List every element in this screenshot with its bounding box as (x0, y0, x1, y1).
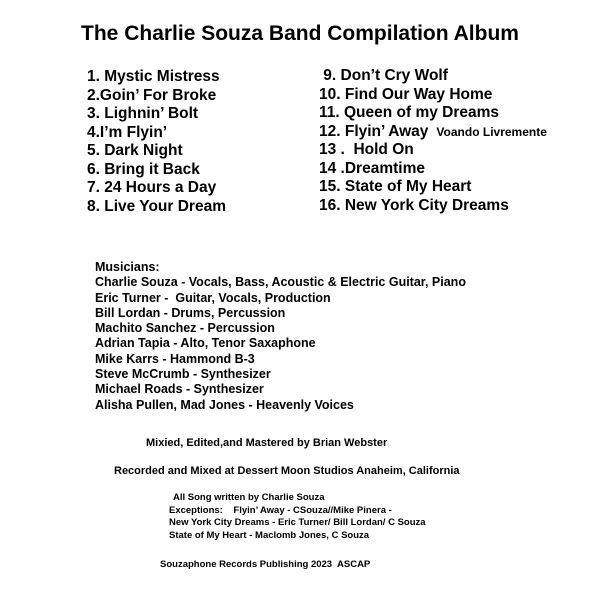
track-12 (319, 123, 547, 142)
track-13: 13 . Hold On (319, 141, 414, 158)
musician-line: Michael Roads - Synthesizer (95, 382, 264, 397)
track-11: 11. Queen of my Dreams (319, 104, 500, 121)
musicians-section (95, 260, 466, 413)
track-12-title: 12. Flyin’ Away (319, 122, 429, 140)
tracklist-left (87, 68, 226, 216)
songwriting-line: All Song written by Charlie Souza (173, 492, 325, 503)
musician-line: Machito Sanchez - Percussion (95, 321, 275, 336)
track-16: 16. New York City Dreams (319, 196, 509, 214)
mixing-credit: Mixied, Edited,and Mastered by Brian Webster (146, 437, 388, 449)
album-title: The Charlie Souza Band Compilation Album (81, 22, 519, 45)
track-8: 8. Live Your Dream (87, 197, 226, 215)
track-12-alt-title: Voando Livremente (436, 124, 547, 139)
track-9: 9. Don’t Cry Wolf (319, 67, 448, 84)
songwriting-exception: Exceptions: Flyin’ Away - CSouza//Mike Pinera - (169, 504, 392, 516)
recording-credit: Recorded and Mixed at Dessert Moon Studios Anaheim, California (114, 465, 460, 477)
track-6: 6. Bring it Back (87, 160, 200, 178)
musician-line: Adrian Tapia - Alto, Tenor Saxaphone (95, 336, 316, 351)
track-5: 5. Dark Night (87, 142, 183, 159)
musician-line: Mike Karrs - Hammond B-3 (95, 351, 255, 366)
track-10: 10. Find Our Way Home (319, 85, 493, 103)
musician-line: Alisha Pullen, Mad Jones - Heavenly Voices (95, 397, 354, 412)
track-7: 7. 24 Hours a Day (87, 179, 217, 196)
musician-line: Steve McCrumb - Synthesizer (95, 367, 271, 382)
track-2: 2.Goin’ For Broke (87, 86, 217, 104)
musician-line: Charlie Souza - Vocals, Bass, Acoustic & Electric Guitar, Piano (95, 275, 466, 290)
songwriting-exception: New York City Dreams - Eric Turner/ Bill Lordan/ C Souza (169, 517, 426, 528)
songwriting-exception: State of My Heart - Maclomb Jones, C Souza (169, 529, 370, 541)
publishing-credit: Souzaphone Records Publishing 2023 ASCAP (160, 559, 371, 570)
musician-line: Eric Turner - Guitar, Vocals, Production (95, 290, 331, 305)
musicians-heading: Musicians: (95, 260, 160, 274)
songwriting-credits (169, 492, 426, 542)
musician-line: Bill Lordan - Drums, Percussion (95, 305, 286, 320)
track-3: 3. Lighnin’ Bolt (87, 105, 199, 122)
track-1: 1. Mystic Mistress (87, 68, 220, 85)
track-4: 4.I’m Flyin’ (87, 123, 168, 141)
track-14: 14 .Dreamtime (319, 159, 425, 177)
track-15: 15. State of My Heart (319, 178, 472, 195)
tracklist-right (319, 67, 547, 215)
